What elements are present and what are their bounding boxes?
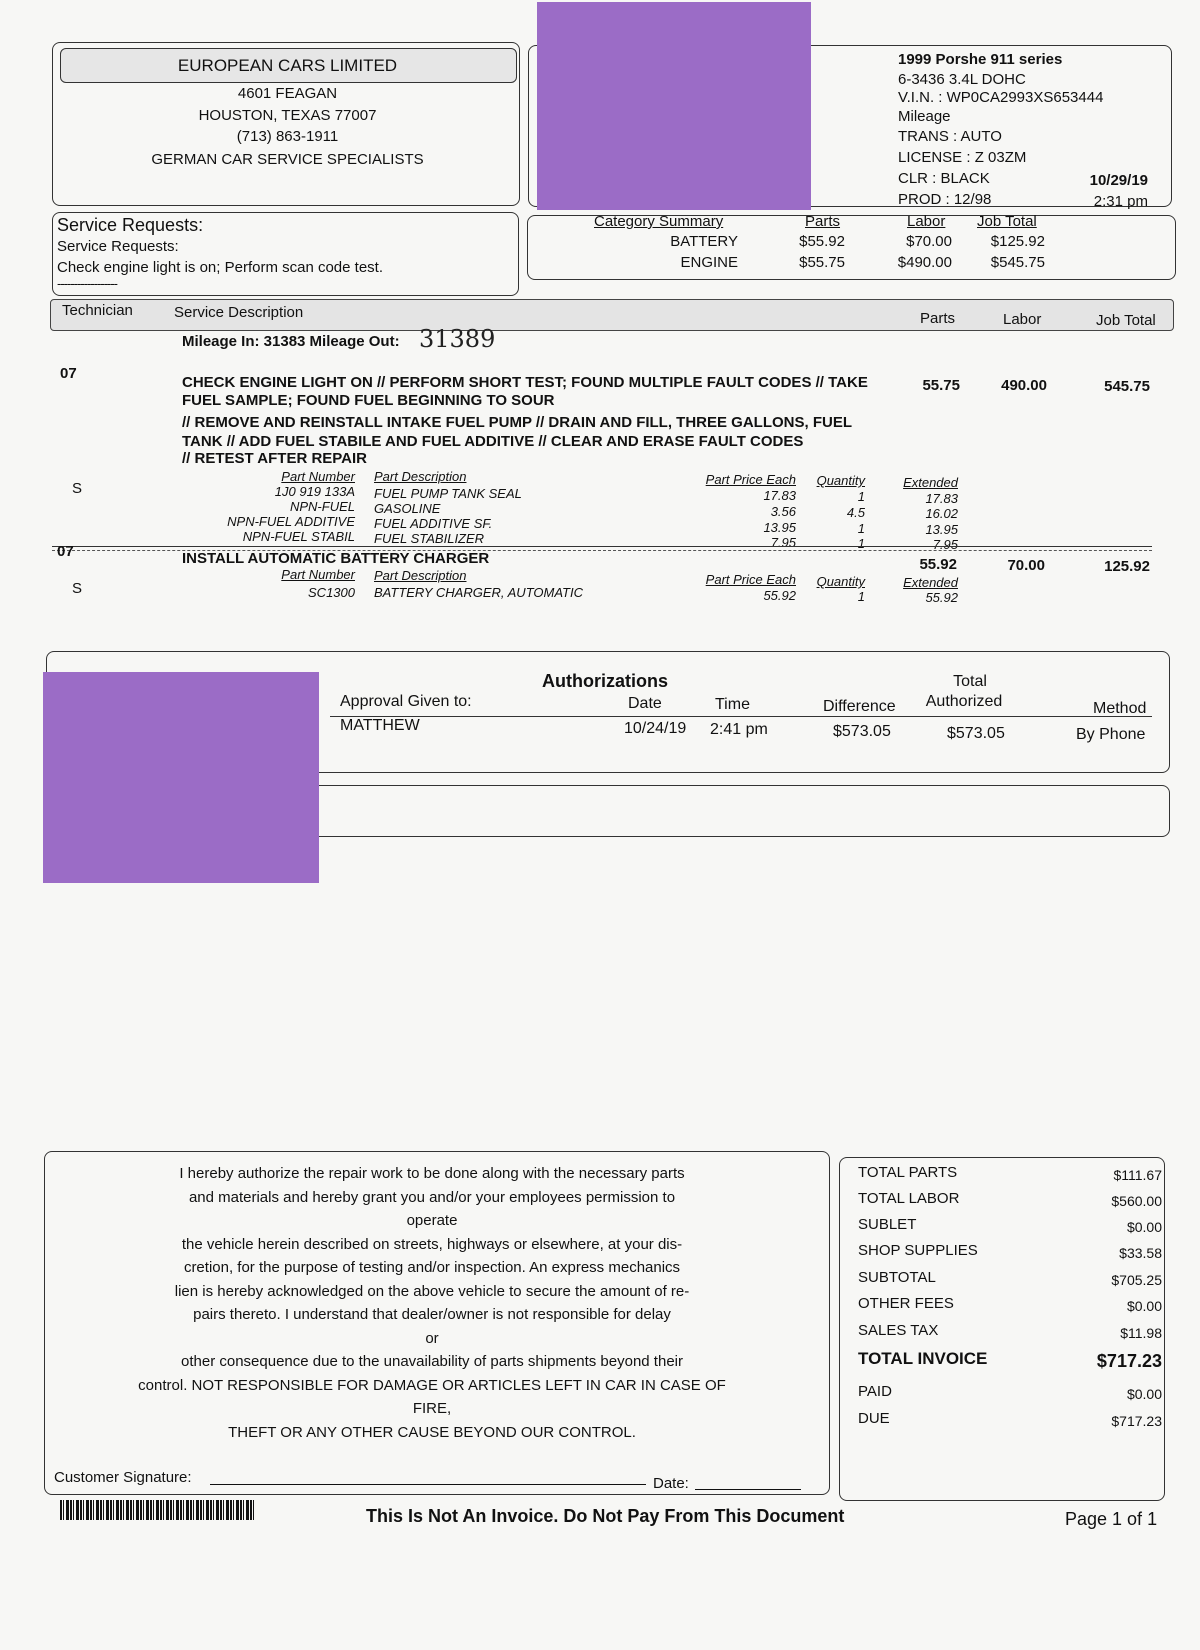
job1-line-1: CHECK ENGINE LIGHT ON // PERFORM SHORT TEST; FOUND MULTIPLE FAULT CODES // TAKE (182, 374, 868, 391)
jobs-header-parts: Parts (920, 310, 956, 327)
auth-date-label: Date (628, 695, 662, 712)
category-row-engine-parts: $55.75 (799, 254, 845, 271)
category-summary-header: Category Summary (594, 213, 724, 230)
customer-signature-label: Customer Signature: (54, 1469, 192, 1486)
job1-part-1-desc: FUEL PUMP TANK SEAL (374, 486, 522, 501)
job1-part-2-qty: 4.5 (846, 505, 865, 520)
job1-part-1-ext: 17.83 (925, 491, 958, 506)
redaction-block-top (537, 2, 811, 210)
job2-part-desc-header: Part Description (374, 568, 467, 583)
job1-tech: 07 (60, 365, 77, 382)
job1-line-3: // REMOVE AND REINSTALL INTAKE FUEL PUMP // DRAIN AND FILL, THREE GALLONS, FUEL (182, 414, 853, 431)
not-invoice-notice: This Is Not An Invoice. Do Not Pay From This Document (366, 1506, 845, 1526)
terms-line: FIRE, (412, 1400, 452, 1417)
job1-part-1-qty: 1 (857, 489, 865, 504)
mileage-out-handwritten: 31389 (419, 325, 496, 353)
paid-value: $0.00 (1126, 1386, 1162, 1402)
shop-supplies-value: $33.58 (1119, 1245, 1162, 1261)
job1-line-5: // RETEST AFTER REPAIR (182, 450, 368, 467)
job2-price-header: Part Price Each (705, 572, 796, 587)
auth-difference-label: Difference (823, 698, 896, 715)
job2-ext-header: Extended (903, 575, 958, 590)
vehicle-color: CLR : BLACK (898, 170, 990, 187)
auth-total-label-2: Authorized (925, 693, 1003, 710)
jobs-header-technician: Technician (62, 302, 133, 319)
auth-total: $573.05 (947, 725, 1005, 742)
job1-part-3-price: 13.95 (763, 520, 796, 535)
terms-line: control. NOT RESPONSIBLE FOR DAMAGE OR ARTICLES LEFT IN CAR IN CASE OF (138, 1376, 726, 1394)
job1-qty-header: Quantity (816, 473, 865, 488)
job2-flag: S (72, 580, 83, 597)
vehicle-mileage: Mileage (898, 108, 951, 125)
shop-supplies-label: SHOP SUPPLIES (858, 1242, 978, 1259)
signature-date-line[interactable] (695, 1489, 801, 1490)
shop-city: HOUSTON, TEXAS 77007 (198, 107, 377, 124)
job1-part-4-qty: 1 (857, 536, 865, 551)
job1-labor: 490.00 (1001, 377, 1047, 394)
shop-tagline: GERMAN CAR SERVICE SPECIALISTS (151, 151, 424, 168)
auth-method-label: Method (1093, 700, 1147, 717)
vehicle-license: LICENSE : Z 03ZM (898, 149, 1027, 166)
job2-line: INSTALL AUTOMATIC BATTERY CHARGER (182, 550, 490, 567)
authorizations-header-rule (330, 716, 1152, 717)
job1-part-3-ext: 13.95 (925, 522, 958, 537)
job1-part-2-ext: 16.02 (925, 506, 958, 521)
category-row-battery-total: $125.92 (990, 233, 1045, 250)
category-row-battery-parts: $55.92 (799, 233, 845, 250)
job2-parts: 55.92 (919, 556, 957, 573)
job2-part-desc: BATTERY CHARGER, AUTOMATIC (374, 585, 583, 600)
terms-line: operate (406, 1212, 458, 1229)
category-row-engine-labor: $490.00 (897, 254, 952, 271)
authorization-terms (60, 1162, 804, 1444)
subtotal-value: $705.25 (1111, 1272, 1162, 1288)
job1-total: 545.75 (1104, 378, 1150, 395)
sublet-label: SUBLET (858, 1216, 917, 1233)
job1-part-1-price: 17.83 (763, 488, 796, 503)
job1-part-number-header: Part Number (281, 469, 355, 484)
auth-method: By Phone (1076, 726, 1146, 743)
job1-part-3-desc: FUEL ADDITIVE SF. (374, 516, 493, 531)
service-requests-text: Check engine light is on; Perform scan code test. (57, 259, 384, 276)
job2-part-num: SC1300 (308, 585, 355, 600)
shop-address: 4601 FEAGAN (237, 85, 338, 102)
total-labor-value: $560.00 (1111, 1193, 1162, 1209)
terms-line: I hereby authorize the repair work to be done along with the necessary parts (179, 1165, 685, 1182)
job1-part-4-num: NPN-FUEL STABIL (242, 529, 355, 544)
auth-total-label-1: Total (953, 673, 987, 690)
jobs-header-labor: Labor (1003, 311, 1042, 328)
sales-tax-value: $11.98 (1120, 1325, 1162, 1341)
total-parts-label: TOTAL PARTS (858, 1164, 958, 1181)
jobs-header-description: Service Description (174, 304, 304, 321)
category-row-battery-labor: $70.00 (906, 233, 952, 250)
due-label: DUE (858, 1410, 890, 1427)
approval-label: Approval Given to: (340, 693, 472, 710)
shop-name: EUROPEAN CARS LIMITED (177, 56, 398, 75)
job2-tech: 07 (57, 543, 74, 560)
terms-line: cretion, for the purpose of testing and/or inspection. An express mechanics (183, 1259, 681, 1276)
terms-line: or (425, 1329, 439, 1347)
category-labor-header: Labor (907, 213, 946, 230)
mileage-line: Mileage In: 31383 Mileage Out: (182, 333, 400, 350)
job2-qty-header: Quantity (816, 574, 865, 589)
authorizations-title: Authorizations (542, 671, 668, 691)
other-fees-value: $0.00 (1126, 1298, 1162, 1314)
total-invoice-value: $717.23 (1096, 1351, 1162, 1371)
subtotal-label: SUBTOTAL (858, 1269, 936, 1286)
category-parts-header: Parts (805, 213, 841, 230)
customer-signature-line[interactable] (210, 1484, 646, 1485)
job1-part-3-qty: 1 (857, 521, 865, 536)
job1-parts: 55.75 (922, 377, 960, 394)
category-total-header: Job Total (977, 213, 1037, 230)
page-number: Page 1 of 1 (1065, 1509, 1158, 1529)
job1-part-4-desc: FUEL STABILIZER (374, 531, 485, 546)
job1-part-desc-header: Part Description (374, 469, 467, 484)
signature-date-label: Date: (653, 1475, 689, 1492)
job1-part-2-desc: GASOLINE (374, 501, 441, 516)
job1-part-2-price: 3.56 (770, 504, 796, 519)
service-requests-dashes: ------------------ (57, 276, 117, 291)
job1-price-header: Part Price Each (705, 472, 796, 487)
redaction-block-left (43, 672, 319, 883)
vehicle-prod: PROD : 12/98 (898, 191, 992, 208)
auth-time-label: Time (715, 696, 750, 713)
job1-line-2: FUEL SAMPLE; FOUND FUEL BEGINNING TO SOUR (182, 392, 555, 409)
job2-total: 125.92 (1104, 558, 1150, 575)
service-requests-title: Service Requests: (57, 215, 204, 235)
job2-labor: 70.00 (1007, 557, 1045, 574)
job2-part-number-header: Part Number (281, 567, 355, 582)
job-divider (52, 546, 1152, 547)
total-labor-label: TOTAL LABOR (858, 1190, 960, 1207)
auth-date: 10/24/19 (624, 720, 687, 737)
job1-line-4: TANK // ADD FUEL STABILE AND FUEL ADDITIVE // CLEAR AND ERASE FAULT CODES (182, 433, 804, 450)
vehicle-vin: V.I.N. : WP0CA2993XS653444 (898, 89, 1104, 106)
barcode (60, 1500, 256, 1520)
job2-part-qty: 1 (857, 589, 865, 604)
terms-line: the vehicle herein described on streets, highways or elsewhere, at your dis- (181, 1235, 683, 1253)
job1-part-4-price: 7.95 (770, 535, 796, 550)
vehicle-model: 1999 Porshe 911 series (898, 51, 1063, 68)
paid-label: PAID (858, 1383, 892, 1400)
job1-part-3-num: NPN-FUEL ADDITIVE (227, 514, 355, 529)
jobs-header-total: Job Total (1096, 312, 1156, 329)
job2-part-ext: 55.92 (925, 590, 958, 605)
category-row-engine-total: $545.75 (990, 254, 1045, 271)
terms-line: lien is hereby acknowledged on the above vehicle to secure the amount of re- (174, 1282, 690, 1300)
terms-line: and materials and hereby grant you and/or your employees permission to (188, 1188, 676, 1206)
job1-part-4-ext: 7.95 (932, 537, 958, 552)
order-date: 10/29/19 (1089, 172, 1148, 189)
authorizations-lower-box (300, 785, 1170, 837)
job1-part-1-num: 1J0 919 133A (274, 484, 355, 499)
vehicle-trans: TRANS : AUTO (898, 128, 1002, 145)
other-fees-label: OTHER FEES (858, 1295, 954, 1312)
job2-part-price: 55.92 (763, 588, 796, 603)
job1-flag: S (72, 480, 83, 497)
auth-name: MATTHEW (340, 717, 420, 734)
terms-line: THEFT OR ANY OTHER CAUSE BEYOND OUR CONTROL. (228, 1423, 636, 1441)
order-time: 2:31 pm (1093, 193, 1148, 210)
category-row-engine-name: ENGINE (680, 254, 738, 271)
total-parts-value: $111.67 (1113, 1167, 1162, 1183)
terms-line: pairs thereto. I understand that dealer/owner is not responsible for delay (193, 1306, 671, 1323)
vehicle-engine: 6-3436 3.4L DOHC (898, 71, 1026, 88)
auth-difference: $573.05 (833, 723, 891, 740)
job1-part-2-num: NPN-FUEL (289, 499, 355, 514)
terms-line: other consequence due to the unavailability of parts shipments beyond their (181, 1353, 683, 1370)
sublet-value: $0.00 (1126, 1219, 1162, 1235)
auth-time: 2:41 pm (710, 721, 768, 738)
shop-phone: (713) 863-1911 (236, 128, 339, 145)
service-requests-subtitle: Service Requests: (57, 238, 179, 255)
sales-tax-label: SALES TAX (858, 1322, 939, 1339)
total-invoice-label: TOTAL INVOICE (858, 1349, 988, 1368)
due-value: $717.23 (1111, 1413, 1162, 1429)
job1-ext-header: Extended (903, 475, 958, 490)
category-row-battery-name: BATTERY (670, 233, 738, 250)
